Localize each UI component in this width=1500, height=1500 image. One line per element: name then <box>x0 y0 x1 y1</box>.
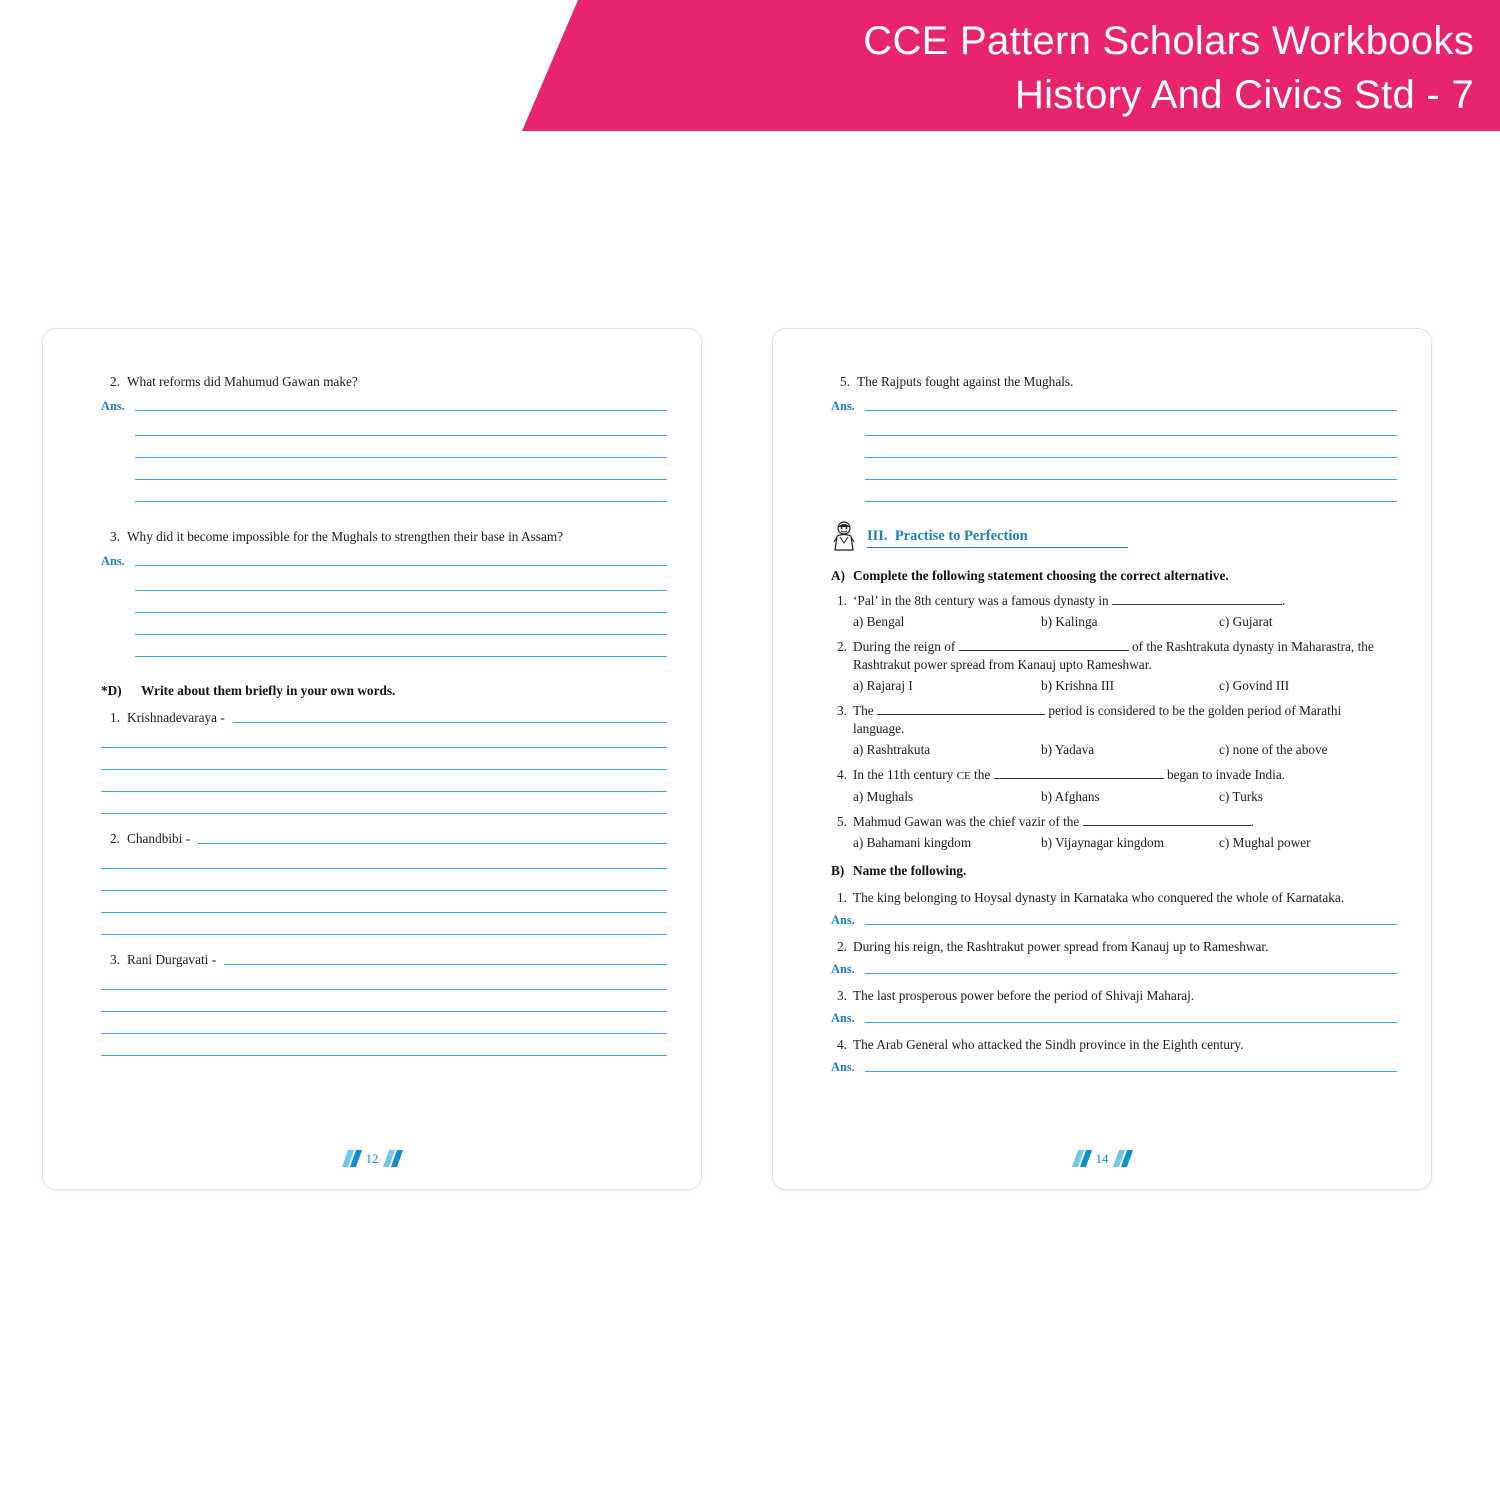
fill-in-blank[interactable] <box>1112 593 1282 605</box>
answer-lines[interactable] <box>101 435 667 502</box>
item-text: During his reign, the Rashtrakut power spread from Kanauj up to Rameshwar. <box>853 939 1269 954</box>
answer-label: Ans. <box>831 962 855 976</box>
question-number: 5. <box>840 374 850 389</box>
banner-title-line-1: CCE Pattern Scholars Workbooks <box>863 19 1474 63</box>
writing-rule[interactable] <box>135 435 667 436</box>
section-d-title: Write about them briefly in your own words. <box>141 683 396 698</box>
item-number: 5. <box>837 814 847 829</box>
item-number: 1. <box>110 710 120 725</box>
page-number-footer <box>773 1150 1431 1167</box>
answer-lines[interactable] <box>101 747 667 814</box>
writing-rule[interactable] <box>135 612 667 613</box>
writing-rule[interactable] <box>198 843 667 844</box>
item-number: 1. <box>837 593 847 608</box>
answer-line-row[interactable] <box>831 913 1397 928</box>
page-number-footer <box>43 1150 701 1167</box>
item-name: Rani Durgavati - <box>127 952 217 967</box>
stem-text-after: . <box>1282 593 1286 608</box>
writing-rule[interactable] <box>101 934 667 935</box>
part-b-label: B) <box>831 863 845 878</box>
option-c[interactable]: c) Mughal power <box>1219 835 1311 850</box>
answer-first-line[interactable] <box>831 399 1397 414</box>
name-the-following-item <box>831 988 1397 1004</box>
question-block <box>101 373 667 390</box>
option-c[interactable]: c) none of the above <box>1219 742 1328 757</box>
answer-line-row[interactable] <box>831 1060 1397 1075</box>
writing-rule[interactable] <box>865 435 1397 436</box>
option-a[interactable]: a) Rajaraj I <box>853 678 913 693</box>
writing-rule[interactable] <box>135 565 667 566</box>
answer-line-row[interactable] <box>831 962 1397 977</box>
writing-rule[interactable] <box>101 912 667 913</box>
stem-text-before: ‘Pal’ in the 8th century was a famous dynasty in <box>853 593 1109 608</box>
item-number: 3. <box>837 703 847 718</box>
section-title <box>867 528 1128 548</box>
writing-rule[interactable] <box>865 924 1397 925</box>
item-text: The last prosperous power before the period of Shivaji Maharaj. <box>853 988 1195 1003</box>
part-b-title: Name the following. <box>853 863 967 878</box>
worksheet-page-left <box>42 328 702 1190</box>
writing-rule[interactable] <box>101 769 667 770</box>
fill-in-blank[interactable] <box>994 767 1164 779</box>
writing-rule[interactable] <box>233 722 667 723</box>
option-b[interactable]: b) Krishna III <box>1041 678 1115 693</box>
question-number: 3. <box>110 529 120 544</box>
writing-rule[interactable] <box>865 410 1397 411</box>
item-name: Krishnadevaraya - <box>127 710 225 725</box>
answer-lines[interactable] <box>101 989 667 1056</box>
item-number: 3. <box>110 952 120 967</box>
option-c[interactable]: c) Govind III <box>1219 678 1290 693</box>
answer-first-line[interactable] <box>101 554 667 569</box>
item-number: 4. <box>837 767 847 782</box>
writing-rule[interactable] <box>101 868 667 869</box>
stem-text-after: period is considered to be the golden period of Marathi <box>1048 703 1342 718</box>
mcq-item <box>831 702 1397 758</box>
option-a[interactable]: a) Mughals <box>853 789 914 804</box>
answer-label: Ans. <box>831 1011 855 1025</box>
stem-text-before: Mahmud Gawan was the chief vazir of the <box>853 814 1080 829</box>
answer-label: Ans. <box>831 399 855 413</box>
answer-first-line[interactable] <box>101 399 667 414</box>
writing-rule[interactable] <box>865 479 1397 480</box>
writing-rule[interactable] <box>865 501 1397 502</box>
question-text: Why did it become impossible for the Mughals to strengthen their base in Assam? <box>127 529 564 544</box>
item-text: The Arab General who attacked the Sindh province in the Eighth century. <box>853 1037 1244 1052</box>
page-number: 12 <box>365 1150 379 1166</box>
question-text: What reforms did Mahumud Gawan make? <box>127 374 358 389</box>
section-roman: III. <box>867 528 888 544</box>
answer-label: Ans. <box>831 1060 855 1074</box>
question-block <box>101 528 667 545</box>
mcq-item <box>831 638 1397 694</box>
mcq-item <box>831 813 1397 851</box>
writing-rule[interactable] <box>865 973 1397 974</box>
stem-text-after: of the Rashtrakuta dynasty in Maharastra, the <box>1131 639 1374 654</box>
stem-text-after: . <box>1250 814 1254 829</box>
mcq-item <box>831 592 1397 630</box>
section-d-heading <box>101 683 667 699</box>
option-c[interactable]: c) Turks <box>1219 789 1263 804</box>
slash-ornament-left <box>1075 1150 1089 1167</box>
answer-label: Ans. <box>831 913 855 927</box>
page-number: 14 <box>1095 1150 1109 1166</box>
stem-text-after: began to invade India. <box>1166 767 1286 782</box>
writing-rule[interactable] <box>101 791 667 792</box>
answer-label: Ans. <box>101 399 125 413</box>
item-number: 4. <box>837 1037 847 1052</box>
item-name: Chandbibi - <box>127 831 191 846</box>
writing-rule[interactable] <box>101 813 667 814</box>
name-the-following-item <box>831 890 1397 906</box>
answer-lines[interactable] <box>101 868 667 935</box>
write-about-item[interactable] <box>101 952 667 968</box>
worksheet-page-right <box>772 328 1432 1190</box>
option-b[interactable]: b) Vijaynagar kingdom <box>1041 835 1165 850</box>
writing-rule[interactable] <box>101 747 667 748</box>
answer-label: Ans. <box>101 554 125 568</box>
option-b[interactable]: b) Kalinga <box>1041 614 1098 629</box>
stem-text-line-2: language. <box>853 721 905 736</box>
stem-text-before: During the reign of <box>853 639 956 654</box>
item-text: The king belonging to Hoysal dynasty in Karnataka who conquered the whole of Karnataka. <box>853 890 1345 905</box>
writing-rule[interactable] <box>865 1071 1397 1072</box>
section-d-label: *D) <box>101 683 122 698</box>
page-header-banner <box>578 0 1500 131</box>
stem-text-before: The <box>853 703 874 718</box>
item-number: 2. <box>837 939 847 954</box>
slash-ornament-right <box>1116 1150 1130 1167</box>
writing-rule[interactable] <box>135 479 667 480</box>
question-text: The Rajputs fought against the Mughals. <box>857 374 1074 389</box>
student-mascot-icon <box>831 520 857 556</box>
part-a-heading <box>831 568 1397 584</box>
question-block <box>831 373 1397 390</box>
writing-rule[interactable] <box>135 410 667 411</box>
part-a-label: A) <box>831 568 846 583</box>
answer-lines[interactable] <box>831 435 1397 502</box>
writing-rule[interactable] <box>101 1055 667 1056</box>
writing-rule[interactable] <box>135 457 667 458</box>
write-about-item[interactable] <box>101 710 667 726</box>
banner-title-line-2: History And Civics Std - 7 <box>1014 73 1474 117</box>
writing-rule[interactable] <box>865 1022 1397 1023</box>
fill-in-blank[interactable] <box>877 703 1045 715</box>
answer-lines[interactable] <box>101 590 667 657</box>
option-a[interactable]: a) Bahamani kingdom <box>853 835 972 850</box>
writing-rule[interactable] <box>865 457 1397 458</box>
part-a-title: Complete the following statement choosing the correct alternative. <box>853 568 1229 583</box>
fill-in-blank[interactable] <box>959 639 1129 651</box>
question-number: 2. <box>110 374 120 389</box>
part-b-heading <box>831 863 1397 879</box>
stem-text-before: In the 11th century CE the <box>853 767 991 782</box>
mcq-item <box>831 766 1397 805</box>
option-b[interactable]: b) Yadava <box>1041 742 1095 757</box>
writing-rule[interactable] <box>101 890 667 891</box>
item-number: 1. <box>837 890 847 905</box>
stem-text-line-2: Rashtrakut power spread from Kanauj upto Rameshwar. <box>853 657 1152 672</box>
writing-rule[interactable] <box>101 989 667 990</box>
writing-rule[interactable] <box>224 964 667 965</box>
slash-ornament-right <box>386 1150 400 1167</box>
section-heading <box>831 520 1397 556</box>
item-number: 3. <box>837 988 847 1003</box>
option-b[interactable]: b) Afghans <box>1041 789 1100 804</box>
writing-rule[interactable] <box>101 1011 667 1012</box>
item-number: 2. <box>110 831 120 846</box>
option-c[interactable]: c) Gujarat <box>1219 614 1273 629</box>
option-a[interactable]: a) Bengal <box>853 614 905 629</box>
item-number: 2. <box>837 639 847 654</box>
slash-ornament-left <box>345 1150 359 1167</box>
writing-rule[interactable] <box>135 590 667 591</box>
writing-rule[interactable] <box>101 1033 667 1034</box>
answer-line-row[interactable] <box>831 1011 1397 1026</box>
name-the-following-item <box>831 1037 1397 1053</box>
option-a[interactable]: a) Rashtrakuta <box>853 742 931 757</box>
writing-rule[interactable] <box>135 634 667 635</box>
fill-in-blank[interactable] <box>1083 814 1251 826</box>
section-name: Practise to Perfection <box>894 528 1028 544</box>
write-about-item[interactable] <box>101 831 667 847</box>
name-the-following-item <box>831 939 1397 955</box>
